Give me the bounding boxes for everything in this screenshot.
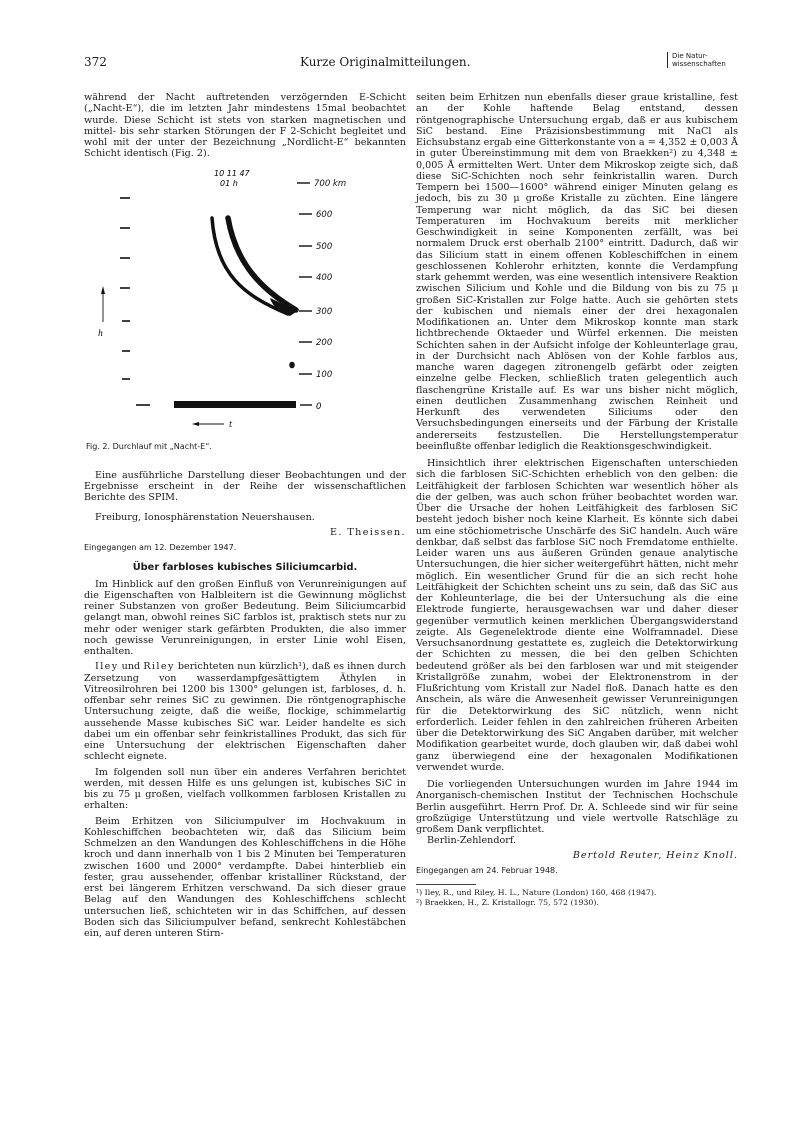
paragraph: Beim Erhitzen von Siliciumpulver im Hochvakuum in Kohleschiffchen beobachteten wir, daß das Silicium beim Schmelzen an den Wandungen des Kohleschiffchens in die Höhe kroch und dann innerhalb von 1 bis 2 Minuten bei Temperaturen zwischen 1600 und 2000° verdampfte. Dabei hinterblieb ein fester, grau aussehender, offenbar kristalliner Rückstand, der erst bei längerem Erhitzen verschwand. Da sich dieser graue Belag auf den Wandungen des Kohleschiffchens schlecht untersuchen ließ, schichteten wir in das Schiffchen, auf dessen Boden sich das Siliciumpulver befand, senkrecht Kohlestäbchen ein, auf deren unteren Stirn- [84, 815, 406, 939]
right-column [416, 92, 738, 907]
authors: Bertold Reuter, Heinz Knoll. [572, 849, 738, 861]
trace-upper [228, 218, 296, 310]
figure-date-label: 10 11 47 [214, 168, 250, 178]
height-label-400: 400 [316, 272, 333, 283]
time-axis-arrowhead [192, 422, 199, 426]
paragraph: Eine ausführliche Darstellung dieser Beobachtungen und der Ergebnisse erscheint in der Reihe der wissenschaftlichen Berichte des SPIM. [84, 469, 406, 504]
paragraph: Im folgenden soll nun über ein anderes Verfahren berichtet werden, mit dessen Hilfe es uns gelungen ist, kubisches SiC in bis zu 75 μ großen, vielfach vollkommen farblosen Kristallen zu erhalten: [84, 766, 406, 812]
paragraph: während der Nacht auftretenden verzögernden E-Schicht („Nacht-E“), die im letzten Jahr mindestens 15mal beobachtet wurde. Diese Schicht ist stets von starken magnetischen und mittel- bis sehr starken Störungen der F 2-Schicht begleitet und wohl mit der unter der Bezeichnung „Nordlicht-E“ bekannten Schicht identisch (Fig. 2). [84, 92, 406, 160]
paragraph: seiten beim Erhitzen nun ebenfalls dieser graue kristalline, fest an der Kohle haftende Belag entstand, dessen röntgenographische Untersuchung ergab, daß er aus kubischem SiC bestand. Eine Präzisionsbestimmung mit NaCl als Eichsubstanz ergab eine Gitterkonstante von a = 4,352 ± 0,003 Å in guter Übereinstimmung mit dem von Braekken²) zu 4,348 ± 0,005 Å ermittelten Wert. Unter dem Mikroskop zeigte sich, daß diese SiC-Schichten noch sehr feinkristallin waren. Durch Tempern bei 1500—1600° während einiger Minuten gelang es jedoch, bis zu 30 μ große Kristalle zu züchten. Eine längere Temperung war nicht möglich, da das SiC bei diesen Temperaturen im Hochvakuum bereits mit merklicher Geschwindigkeit in seine Komponenten zerfällt, was bei normalem Druck erst oberhalb 2100° eintritt. Dadurch, daß wir das Silicium statt in einem offenen Kobleschiffchen in einem geschlossenen Kohlerohr erhitzten, konnte die Verdampfung stark gehemmt werden, was eine wesentlich intensivere Reaktion zwischen Silicium und Kohle und die Bildung von bis zu 75 μ großen SiC-Kristallen zur Folge hatte. Auch sie gehörten stets der kubischen und niemals einer der drei hexagonalen Modifikationen an. Unter dem Mikroskop konnte man stark lichtbrechende Oktaeder und Würfel erkennen. Die meisten Schichten sahen in der Aufsicht infolge der Kohleunterlage grau, in der Durchsicht nach Ablösen von der Kohle farblos aus, manche waren dagegen zitronengelb gefärbt oder zeigten einzelne gelbe Flecken, schließlich traten gelegentlich auch flaschengrüne Kristalle auf. Es war uns bisher nicht möglich, einen deutlichen Zusammenhang zwischen Reinheit und Herkunft des verwendeten Siliciums oder den Versuchsbedingungen einerseits und der Färbung der Kristalle andererseits festzustellen. Die Herstellungstemperatur beeinflußte offenbar lediglich die Reaktionsgeschwindigkeit. [416, 92, 738, 452]
affiliation: Freiburg, Ionosphärenstation Neuershausen. [95, 511, 315, 523]
footnote-2: ²) Braekken, H., Z. Kristallogr. 75, 572 (1930). [416, 897, 599, 907]
height-label-300: 300 [316, 306, 333, 317]
journal-name-line2: wissenschaften [672, 60, 726, 68]
height-label-700: 700 km [314, 178, 347, 189]
affiliation: Berlin-Zehlendorf. [427, 835, 517, 847]
figure-time-label: 01 h [220, 178, 238, 188]
paragraph [84, 661, 406, 762]
text-span: und [118, 661, 144, 673]
right-ticks [297, 183, 312, 399]
ionogram-figure [84, 164, 406, 399]
article-heading: Über farbloses kubisches Siliciumcarbid. [132, 562, 358, 574]
ground-echo-bar [174, 401, 296, 408]
figure-caption: Fig. 2. Durchlauf mit „Nacht-E“. [86, 441, 212, 451]
paragraph: Die vorliegenden Untersuchungen wurden im Jahre 1944 im Anorganisch-chemischen Institut der Technischen Hochschule Berlin ausgeführt. Herrn Prof. Dr. A. Schleede sind wir für seine großzügige Unterstützung und viele wertvolle Ratschläge zu großem Dank verpflichtet. [416, 779, 738, 835]
echo-dot [289, 361, 295, 368]
author: E. Theissen. [330, 526, 406, 538]
footnote-1: ¹) Iley, R., und Riley, H. L., Nature (London) 160, 468 (1947). [416, 888, 657, 897]
height-axis-label: h [98, 328, 104, 338]
text-span: berichteten nun kürzlich¹), daß es ihnen durch Zersetzung von wasserdampfgesättigtem Äthylen in Vitreosilrohren bei 1200 bis 1300° gelungen ist, farbloses, d. h. offenbar sehr reines SiC zu gewinnen. Die röntgenographische Untersuchung zeigte, daß die weiße, flockige, schimmelartig aussehende Masse kubisches SiC war. Leider handelte es sich dabei um ein offenbar sehr feinkristallines Produkt, das sich für eine Untersuchung der elektrischen Eigenschaften daher schlecht eignete. [84, 661, 406, 763]
time-axis-label: t [229, 419, 233, 429]
height-label-600: 600 [316, 209, 333, 220]
received-date: Eingegangen am 24. Februar 1948. [416, 865, 558, 875]
height-label-200: 200 [316, 337, 333, 348]
author-name: Riley [143, 661, 175, 673]
footnote-rule [416, 884, 476, 885]
running-title: Kurze Originalmitteilungen. [300, 55, 471, 69]
height-label-0: 0 [316, 401, 322, 412]
paragraph: Im Hinblick auf den großen Einfluß von Verunreinigungen auf die Eigenschaften von Halbleitern ist die Gewinnung möglichst reiner Substanzen von großer Bedeutung. Beim Siliciumcarbid gelangt man, obwohl reines SiC farblos ist, praktisch stets nur zu mehr oder weniger stark gefärbten Produkten, die also immer noch gewisse Verunreinigungen, in erster Linie wohl Eisen, enthalten. [84, 578, 406, 657]
received-date: Eingegangen am 12. Dezember 1947. [84, 543, 237, 552]
journal-name [667, 52, 726, 68]
height-axis-arrowhead [101, 286, 105, 294]
figure-baseline [84, 397, 406, 435]
left-ticks [120, 198, 130, 379]
height-label-500: 500 [316, 241, 333, 252]
author-name: Iley [95, 661, 119, 673]
paragraph: Hinsichtlich ihrer elektrischen Eigenschaften unterschieden sich die farblosen SiC-Schichten erheblich von den gelben: die Leitfähigkeit der farblosen Schichten war wesentlich höher als die der gelben, was auch schon früher beobachtet worden war. Über die Ursache der hohen Leitfähigkeit des farblosen SiC besteht jedoch bisher noch keine Klarheit. Es könnte sich dabei um eine stöchiometrische Unschärfe des SiC handeln. Auch wäre denkbar, daß selbst das farblose SiC noch Fremdatome enthielte. Leider waren uns aus äußeren Gründen genaue analytische Untersuchungen, die hier sicher weitergeführt hätten, nicht mehr möglich. Ein wesentlicher Grund für die an sich recht hohe Leitfähigkeit der Schichten scheint uns zu sein, daß das SiC aus der Kohleunterlage, die bei der Untersuchung als die eine Elektrode fungierte, herausgewachsen war und daher dieser gegenüber vermutlich keinen merklichen Übergangswiderstand zeigte. Als Gegenelektrode diente eine Wolframnadel. Diese Versuchsanordnung gestattete es, zugleich die Detektorwirkung der Schichten zu messen, die bei den gelben Schichten bedeutend größer als bei den farblosen war und mit steigender Kristallgröße zunahm, wobei der Elektronenstrom in der Flußrichtung vom Kristall zur Nadel floß. Danach hatte es den Anschein, als wäre die Anwesenheit gewisser Verunreinigungen für die Detektorwirkung des SiC nützlich, wenn nicht erforderlich. Leider fehlen in den zahlreichen früheren Arbeiten über die Detektorwirkung des SiC Angaben darüber, mit welcher Modifikation gearbeitet wurde, doch glauben wir, daß dabei wohl ganz überwiegend eine der hexagonalen Modifikationen verwendet wurde. [416, 458, 738, 773]
journal-name-line1: Die Natur- [672, 52, 708, 60]
figure-2-bottom [84, 397, 406, 435]
figure-2 [84, 164, 406, 399]
height-label-100: 100 [316, 369, 333, 380]
page-number: 372 [84, 55, 107, 69]
left-column [84, 92, 406, 939]
